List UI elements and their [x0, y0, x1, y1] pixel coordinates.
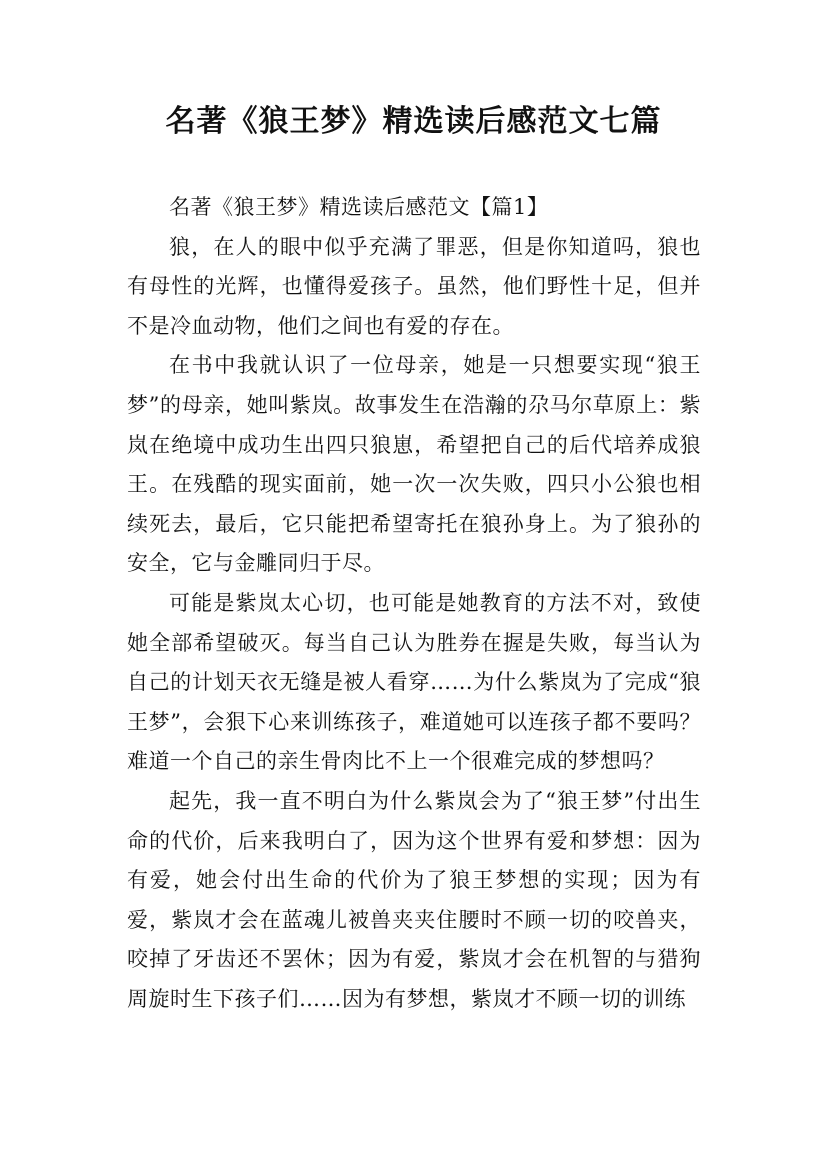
document-title: 名著《狼王梦》精选读后感范文七篇 [165, 104, 662, 139]
paragraph: 可能是紫岚太心切，也可能是她教育的方法不对，致使她全部希望破灭。每当自己认为胜券在握是失败，每当认为自己的计划天衣无缝是被人看穿……为什么紫岚为了完成“狼王梦”，会狠下心来训练孩子，难道她可以连孩子都不要吗？难道一个自己的亲生骨肉比不上一个很难完成的梦想吗？ [127, 590, 701, 774]
document-body [127, 188, 701, 1019]
paragraph: 起先，我一直不明白为什么紫岚会为了“狼王梦”付出生命的代价，后来我明白了，因为这个世界有爱和梦想：因为有爱，她会付出生命的代价为了狼王梦想的实现；因为有爱，紫岚才会在蓝魂儿被兽夹夹住腰时不顾一切的咬兽夹，咬掉了牙齿还不罢休；因为有爱，紫岚才会在机智的与猎狗周旋时生下孩子们……因为有梦想，紫岚才不顾一切的训练 [127, 788, 701, 1011]
paragraph: 狼，在人的眼中似乎充满了罪恶，但是你知道吗，狼也有母性的光辉，也懂得爱孩子。虽然，他们野性十足，但并不是冷血动物，他们之间也有爱的存在。 [127, 234, 701, 338]
section-heading: 名著《狼王梦》精选读后感范文【篇1】 [169, 195, 549, 219]
paragraph: 在书中我就认识了一位母亲，她是一只想要实现“狼王梦”的母亲，她叫紫岚。故事发生在浩瀚的尕马尔草原上：紫岚在绝境中成功生出四只狼崽，希望把自己的后代培养成狼王。在残酷的现实面前，她一次一次失败，四只小公狼也相续死去，最后，它只能把希望寄托在狼孙身上。为了狼孙的安全，它与金雕同归于尽。 [127, 353, 701, 576]
